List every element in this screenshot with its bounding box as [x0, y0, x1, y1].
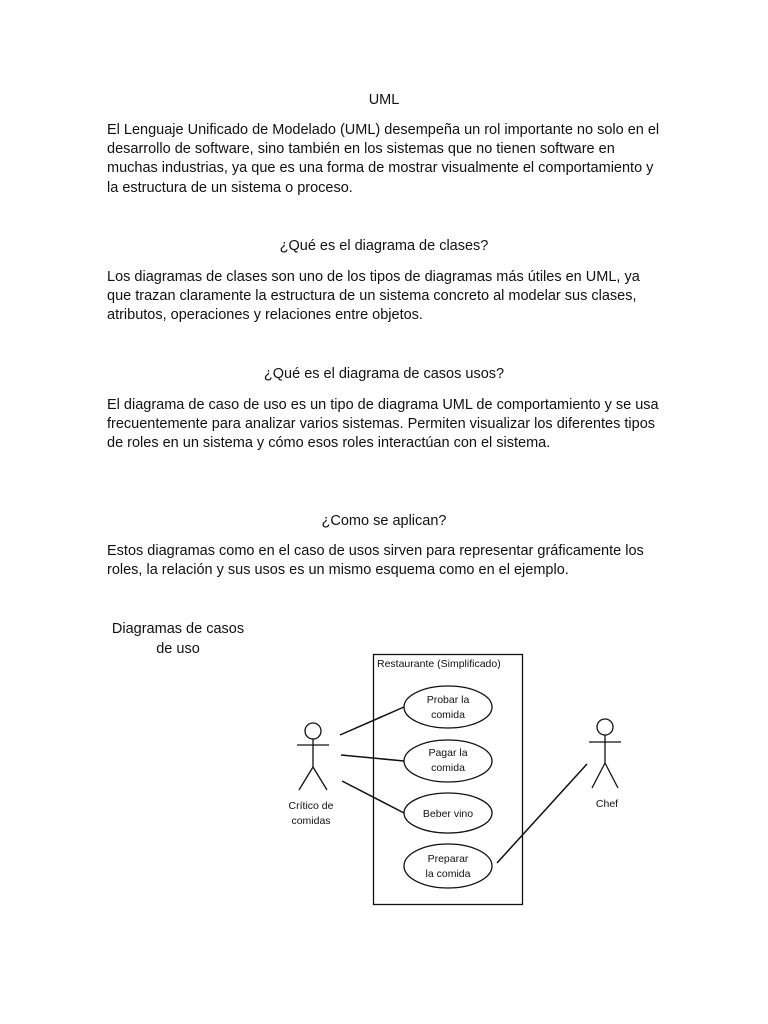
use-case-probar — [404, 686, 492, 728]
actor-chef — [589, 719, 621, 788]
association-critic-probar — [340, 707, 404, 735]
use-case-beber-label: Beber vino — [422, 808, 474, 820]
actor-chef-label: Chef — [595, 798, 619, 810]
association-chef-preparar — [497, 764, 587, 863]
section-body-application: Estos diagramas como en el caso de usos sirven para representar gráficamente los roles, la relación y sus usos es un mismo esquema como en el ejemplo. — [107, 543, 644, 579]
actor-critic — [297, 723, 329, 790]
section-heading-application: ¿Como se aplican? — [321, 513, 447, 529]
use-case-pagar-line-1: Pagar la — [428, 747, 468, 759]
actor-critic-left-leg — [299, 767, 313, 790]
actor-critic-right-leg — [313, 767, 327, 790]
actor-chef-right-leg — [605, 763, 618, 788]
associations — [340, 707, 587, 863]
use-case-pagar-line-2: comida — [431, 762, 465, 774]
use-case-probar-line-1: Probar la — [426, 694, 470, 706]
association-critic-pagar — [341, 755, 404, 761]
diagram-caption-line-2: de uso — [156, 640, 200, 657]
actor-critic-label-line-1: Crítico de — [288, 800, 334, 812]
actor-critic-label-line-2: comidas — [291, 815, 331, 827]
use-case-preparar — [404, 844, 492, 888]
actor-chef-head — [597, 719, 613, 735]
system-label: Restaurante (Simplificado) — [377, 658, 501, 670]
actor-critic-head — [305, 723, 321, 739]
section-heading-class-diagram: ¿Qué es el diagrama de clases? — [279, 238, 489, 254]
use-case-preparar-line-1: Preparar — [427, 853, 469, 865]
use-case-probar-line-2: comida — [431, 709, 465, 721]
actor-chef-left-leg — [592, 763, 605, 788]
section-body-use-case-diagram: El diagrama de caso de uso es un tipo de diagrama UML de comportamiento y se usa frecuentemente para analizar varios sistemas. Permiten visualizar los diferentes tipos de roles en un sistema y cómo esos roles interactúan con el sistema. — [107, 397, 659, 452]
section-body-class-diagram: Los diagramas de clases son uno de los tipos de diagramas más útiles en UML, ya que trazan claramente la estructura de un sistema concreto al modelar sus clases, atributos, operaciones y relaciones entre objetos. — [107, 269, 640, 324]
intro-paragraph: El Lenguaje Unificado de Modelado (UML) desempeña un rol importante no solo en el desarrollo de software, sino también en los sistemas que no tienen software en muchas industrias, ya que es una forma de mostrar visualmente el comportamiento y la estructura de un sistema o proceso. — [107, 122, 660, 196]
section-heading-use-case-diagram: ¿Qué es el diagrama de casos usos? — [263, 366, 505, 382]
diagram-caption-line-1: Diagramas de casos — [111, 621, 245, 637]
use-case-preparar-line-2: la comida — [425, 868, 471, 880]
document-title: UML — [368, 92, 400, 108]
